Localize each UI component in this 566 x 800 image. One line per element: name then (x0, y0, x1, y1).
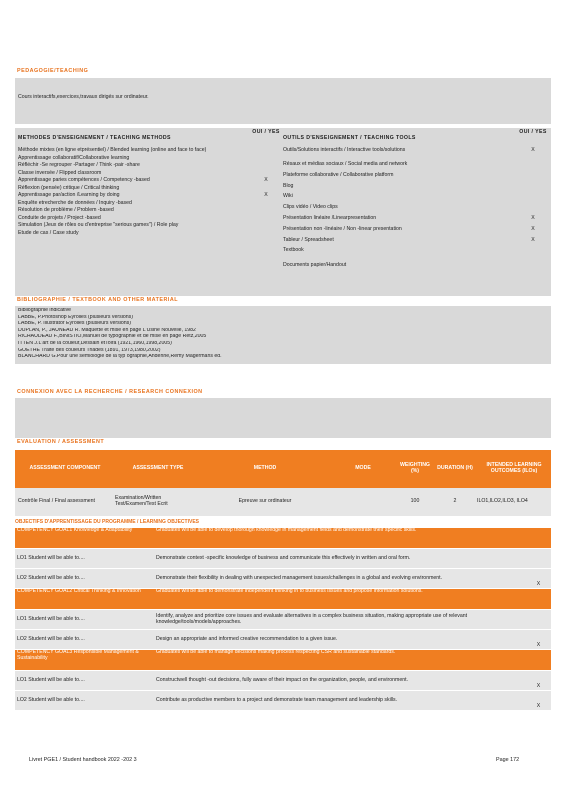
learning-outcome-label: LO2 Student will be able to.... (17, 696, 85, 703)
methods-yes-header: OUI / YES (252, 129, 280, 135)
bibliography-title: BIBLIOGRAPHIE / TEXTBOOK AND OTHER MATERIAL (17, 297, 179, 303)
competency-text: Graduates will be able to demonstrate independent thinking in to business issues and propose information solutions. (156, 588, 423, 594)
objectives-title: OBJECTIFS D'APPRENTISSAGE DU PROGRAMME / LEARNING OBJECTIVES (15, 519, 199, 525)
tool-mark: X (531, 147, 535, 153)
tool-label: Textbook (283, 247, 304, 254)
tool-label: Outils/Solutions interactifs / Interactive tools/solutions (283, 147, 406, 153)
bibliography-line: Bibliographie indicative (18, 308, 72, 313)
eval-type: Examination/Written Test/Examen/Test Ecrit (115, 495, 168, 507)
method-label: Etude de cas / Case study (18, 229, 79, 236)
bibliography-box (15, 306, 551, 364)
learning-outcome-text: Constructwell thought -out decisions, fully aware of their impact on the organization, people, and environment. (156, 676, 409, 683)
competency-text: Graduates will be able to manage decisions making process respecting CSR and sustainable standards. (156, 649, 396, 655)
bibliography-line: ITTEN J.L'art de la couleur,Dessain etTolra (1921,1960,1998,2005) (18, 340, 172, 346)
method-label: Résolution de problème / Problem -based (18, 207, 114, 213)
method-label: Réflexion (pensée) critique / Critical thinking (18, 184, 120, 191)
learning-outcome-text: Demonstrate context -specific knowledge of business and communicate this effectively in written and oral form. (156, 554, 411, 561)
tools-yes-header: OUI / YES (519, 129, 547, 135)
bibliography-line: RICHAUDEAU F.,BINISTIO,Manuel de typographie et de mise en page Retz,2005 (18, 334, 207, 340)
learning-outcome-mark: X (536, 642, 541, 649)
method-mark (252, 201, 280, 209)
method-mark: X (264, 192, 268, 198)
tool-mark: X (531, 214, 535, 221)
method-label: Apprentissage par/action /Learning by doing (18, 192, 120, 198)
learning-outcome-label: LO2 Student will be able to.... (17, 574, 85, 581)
learning-outcome-row (15, 671, 551, 690)
eval-method: Epreuve sur ordinateur (238, 498, 292, 505)
competency-row (15, 589, 551, 609)
method-label: Enquête etrecherche de données / Inquiry -based (18, 199, 132, 206)
objectives-table (15, 528, 551, 711)
method-label: Apprentissage paries compétences / Competency -based (18, 177, 150, 183)
eval-weighting: 100 (410, 498, 420, 505)
eval-header-mode: MODE (355, 465, 371, 472)
learning-outcome-label: LO1 Student will be able to.... (17, 615, 85, 622)
tools-header: OUTILS D'ENSEIGNEMENT / TEACHING TOOLS (283, 135, 416, 141)
bibliography-line: GOETHE Traité des couleurs Triades (1891, 1973,1980,2002) (18, 347, 161, 353)
evaluation-row (15, 488, 551, 516)
learning-outcome-row (15, 630, 551, 649)
methods-list (18, 148, 280, 238)
tool-mark (519, 184, 547, 195)
eval-header-ilos: INTENDED LEARNING OUTCOMES (ILOs) (486, 462, 542, 474)
footer-left: Livret PGE1 / Student handbook 2022 -202 3 (29, 757, 137, 763)
method-mark: X (264, 177, 268, 183)
pedagogy-text: Cours interactifs,exercices,travaux dirigés sur ordinateur. (18, 94, 149, 100)
tool-label: Plateforme collaborative / Collaborative platform (283, 171, 394, 178)
tool-mark (519, 173, 547, 184)
pedagogy-title: PEDAGOGIE/TEACHING (17, 68, 89, 74)
learning-outcome-mark: X (536, 683, 541, 690)
learning-outcome-text: Identify, analyze and prioritize core issues and evaluate alternatives in a complex business situation, making appropriate use of relevant knowledge/tools/models/approaches. (156, 612, 468, 625)
eval-header-weighting: WEIGHTING (%) (400, 462, 430, 474)
method-mark (252, 216, 280, 224)
eval-ilos: ILO1,ILO2,ILO3, ILO4 (477, 498, 528, 505)
competency-row (15, 528, 551, 548)
tool-label: Présentation linéaire /Linearpresentation (283, 214, 377, 221)
bibliography-line: LABBE, P.Photoshop Eyrolles (plusieurs versions) (18, 314, 133, 320)
method-label: Classe inversée / Flipped classroom (18, 169, 102, 176)
method-row (18, 231, 280, 239)
learning-outcome-label: LO2 Student will be able to.... (17, 635, 85, 642)
tool-row (283, 148, 549, 162)
learning-outcome-mark: X (536, 581, 541, 588)
learning-outcome-mark: X (536, 703, 541, 710)
competency-row (15, 650, 551, 670)
eval-header-type: ASSESSMENT TYPE (132, 465, 184, 472)
tool-mark (519, 194, 547, 205)
method-mark (252, 208, 280, 216)
eval-component: Contrôle Final / Final assessment (18, 498, 95, 505)
tool-label: Wiki (283, 193, 293, 200)
eval-duration: 2 (453, 498, 457, 505)
competency-text: Graduates will be able to develop thorough knowledge in management fields and demonstrate their specific skills. (156, 527, 417, 533)
tool-row (283, 173, 549, 184)
tools-list (283, 148, 549, 273)
methods-tools-box (15, 128, 551, 296)
method-label: Méthode mixtes (en ligne etprésentiel) / Blended learning (online and face to face) (18, 147, 207, 153)
tool-label: Clips vidéo / Video clips (283, 204, 338, 211)
learning-outcome-row (15, 610, 551, 629)
method-label: Réfléchir -Se regrouper -Partager / Think -pair -share (18, 162, 140, 168)
evaluation-title: EVALUATION / ASSESSMENT (17, 439, 105, 445)
learning-outcome-row (15, 549, 551, 568)
tool-label: Résaux et médias sociaux / Social media and network (283, 161, 408, 167)
method-mark (252, 156, 280, 164)
method-label: Apprentissage collaboratif/Collaborative learning (18, 154, 130, 161)
method-mark (252, 148, 280, 156)
tool-row (283, 248, 549, 259)
tool-row (283, 227, 549, 238)
method-mark (252, 223, 280, 231)
competency-label: COMPETENCY GOAL2 Critical Thinking & Innovation (17, 588, 141, 594)
research-title: CONNEXION AVEC LA RECHERCHE / RESEARCH CONNEXION (17, 389, 203, 395)
tool-mark (519, 248, 547, 259)
eval-header-method: METHOD (253, 465, 277, 472)
methods-column (18, 130, 280, 238)
eval-header-component: ASSESSMENT COMPONENT (29, 465, 101, 472)
tool-mark (519, 162, 547, 173)
tool-label: Présentation non -linéaire / Non -linear presentation (283, 225, 402, 232)
tool-mark (519, 263, 547, 273)
methods-header: METHODES D'ENSEIGNEMENT / TEACHING METHODS (18, 135, 171, 141)
learning-outcome-text: Contribute as productive members to a project and demonstrate team management and leadership skills. (156, 696, 398, 703)
learning-outcome-row (15, 691, 551, 710)
evaluation-table (15, 450, 551, 516)
learning-outcome-label: LO1 Student will be able to.... (17, 676, 85, 683)
tool-row (283, 259, 549, 273)
tool-row (283, 184, 549, 195)
tools-column (283, 130, 549, 273)
tool-label: Documents papier/Handout (283, 262, 347, 269)
method-mark (252, 163, 280, 171)
competency-label: COMPETENCY GOAL3 Responsible Management & Sustainability (17, 649, 139, 661)
bibliography-line: BLANCHARD G.Pour une sémiologie de la typ ographie,Andenne,Rémy Magermans éd. (18, 354, 222, 360)
method-mark (252, 231, 280, 239)
learning-outcome-row (15, 569, 551, 588)
pedagogy-box (15, 78, 551, 124)
method-label: Conduite de projets / Project -based (18, 214, 101, 221)
tool-label: Blog (283, 182, 294, 189)
learning-outcome-text: Design an appropriate and informed creative recommendation to a given issue. (156, 635, 338, 642)
method-label: Simulation (Jeux de rôles ou d'entreprise "serious games") / Role play (18, 222, 179, 228)
bibliography-line: DUPLAN, P., JAUNEAU R. Maquette et mise en page L'Usine Nouvelle, 1982 (18, 327, 196, 333)
tool-mark: X (531, 236, 535, 243)
tool-row (283, 238, 549, 249)
learning-outcome-label: LO1 Student will be able to.... (17, 554, 85, 561)
tool-mark: X (531, 225, 535, 232)
tool-label: Tableur / Spreadsheet (283, 236, 334, 243)
research-box (15, 398, 551, 438)
eval-header-duration: DURATION (H) (437, 465, 473, 472)
learning-outcome-text: Demonstrate their flexibility in dealing with unexpected management issues/challenges in a global and evolving environment. (156, 574, 443, 581)
footer-page: Page 172 (496, 757, 520, 763)
bibliography-line: LABBE, P. Illustrator Eyrolles (plusieurs versions) (18, 321, 131, 327)
evaluation-header-row (15, 450, 551, 488)
competency-label: COMPETENCY GOAL1 Knowledge & Adaptability (17, 527, 133, 533)
